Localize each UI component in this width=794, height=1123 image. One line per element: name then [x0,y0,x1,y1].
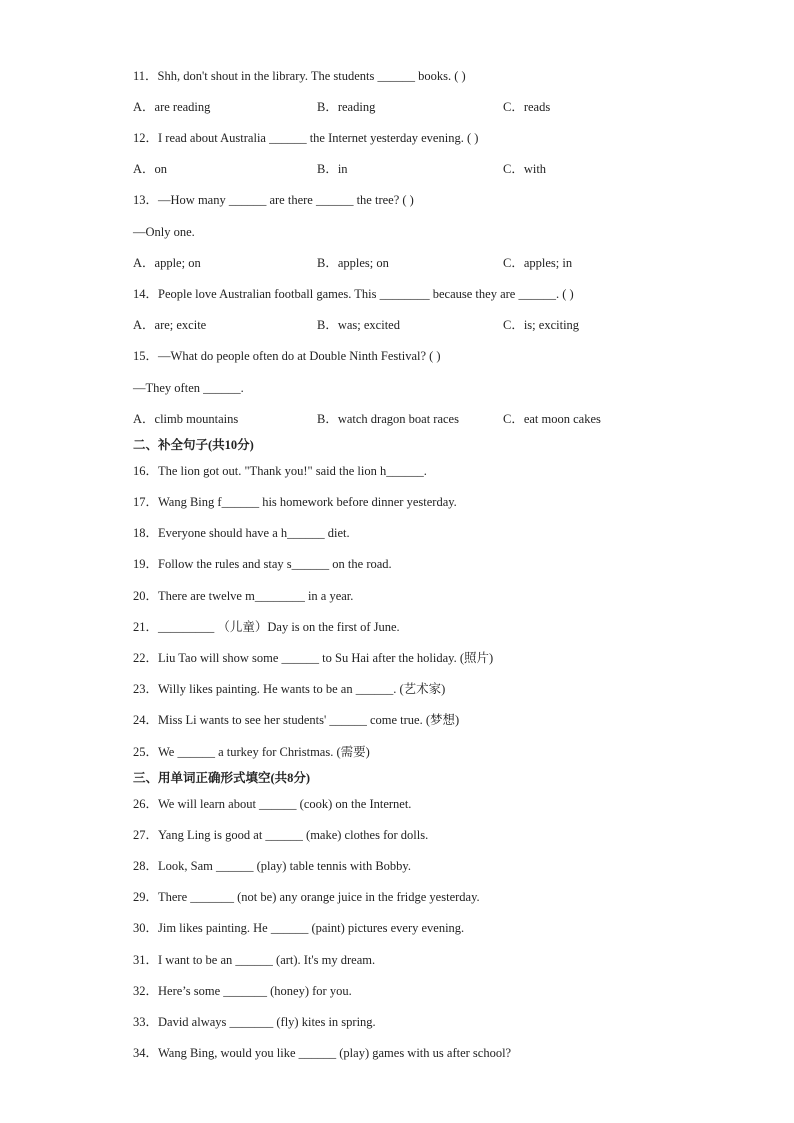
item-32: 32．Here’s some _______ (honey) for you. [133,984,352,998]
options-12 [133,161,733,177]
item-31: 31．I want to be an ______ (art). It's my dream. [133,953,376,967]
option-c: C．with [503,162,547,176]
option-c: C．apples; in [503,256,573,270]
item-34: 34．Wang Bing, would you like ______ (play) games with us after school? [133,1046,512,1060]
item-17: 17．Wang Bing f______ his homework before dinner yesterday. [133,495,457,509]
question-number: 11． [133,69,158,83]
item-18: 18．Everyone should have a h______ diet. [133,526,350,540]
item-19: 19．Follow the rules and stay s______ on the road. [133,557,392,571]
option-c: C．eat moon cakes [503,412,601,426]
item-27: 27．Yang Ling is good at ______ (make) clothes for dolls. [133,828,429,842]
question-15 [133,348,733,364]
option-b: B．in [317,162,348,176]
options-14 [133,317,733,333]
question-number: 12． [133,131,159,145]
item-16: 16．The lion got out. "Thank you!" said the lion h______. [133,464,427,478]
question-15-reply: —They often ______. [133,381,244,395]
option-b: B．was; excited [317,318,400,332]
item-25: 25．We ______ a turkey for Christmas. (需要) [133,745,370,759]
item-28: 28．Look, Sam ______ (play) table tennis with Bobby. [133,859,411,873]
option-c: C．is; exciting [503,318,580,332]
question-text: People love Australian football games. This ________ because they are ______. ( ) [158,287,574,301]
section-2-heading: 二、补全句子(共10分) [133,438,254,452]
option-b: B．watch dragon boat races [317,412,459,426]
section-3-heading: 三、用单词正确形式填空(共8分) [133,771,311,785]
question-text: I read about Australia ______ the Internet yesterday evening. ( ) [158,131,479,145]
question-13 [133,192,733,208]
item-24: 24．Miss Li wants to see her students' ______ come true. (梦想) [133,713,460,727]
option-a: A．on [133,162,168,176]
question-number: 14． [133,287,159,301]
item-29: 29．There _______ (not be) any orange juice in the fridge yesterday. [133,890,480,904]
option-a: A．climb mountains [133,412,239,426]
option-c: C．reads [503,100,551,114]
item-21: 21．_________ （儿童）Day is on the first of June. [133,620,400,634]
item-22: 22．Liu Tao will show some ______ to Su Hai after the holiday. (照片) [133,651,494,665]
item-33: 33．David always _______ (fly) kites in spring. [133,1015,376,1029]
option-b: B．apples; on [317,256,389,270]
options-11 [133,99,733,115]
option-a: A．are; excite [133,318,207,332]
question-14 [133,286,733,302]
question-text: Shh, don't shout in the library. The students ______ books. ( ) [157,69,466,83]
option-b: B．reading [317,100,376,114]
options-15 [133,411,733,427]
item-23: 23．Willy likes painting. He wants to be an ______. (艺术家) [133,682,446,696]
question-text: —What do people often do at Double Ninth Festival? ( ) [158,349,441,363]
options-13 [133,255,733,271]
question-number: 13． [133,193,159,207]
option-a: A．are reading [133,100,211,114]
question-number: 15． [133,349,159,363]
option-a: A．apple; on [133,256,201,270]
question-13-reply: —Only one. [133,225,195,239]
item-26: 26．We will learn about ______ (cook) on the Internet. [133,797,412,811]
item-30: 30．Jim likes painting. He ______ (paint) pictures every evening. [133,921,465,935]
item-20: 20．There are twelve m________ in a year. [133,589,354,603]
question-12 [133,130,733,146]
question-11 [133,68,733,84]
question-text: —How many ______ are there ______ the tree? ( ) [158,193,414,207]
